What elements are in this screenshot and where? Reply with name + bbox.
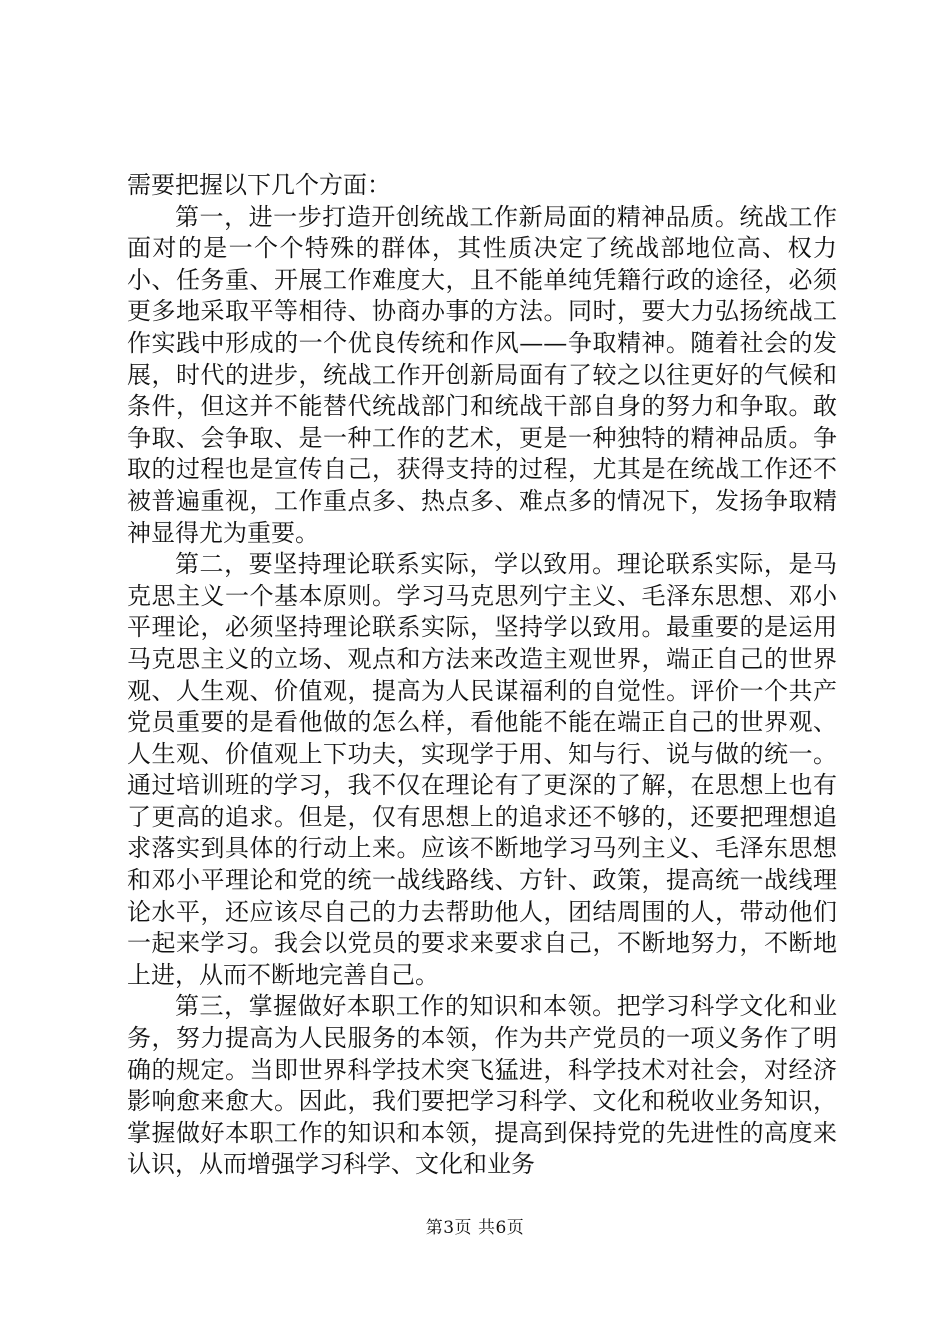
page-number-footer: 第3页 共6页 <box>425 1218 525 1238</box>
paragraph-first-point: 第一，进一步打造开创统战工作新局面的精神品质。统战工作面对的是一个个特殊的群体，其性质决定了统战部地位高、权力小、任务重、开展工作难度大，且不能单纯凭籍行政的途径，必须更多地采取平等相待、协商办事的方法。同时，要大力弘扬统战工作实践中形成的一个优良传统和作风——争取精神。随着社会的发展，时代的进步，统战工作开创新局面有了较之以往更好的气候和条件，但这并不能替代统战部门和统战干部自身的努力和争取。敢争取、会争取、是一种工作的艺术，更是一种独特的精神品质。争取的过程也是宣传自己，获得支持的过程，尤其是在统战工作还不被普遍重视，工作重点多、热点多、难点多的情况下，发扬争取精神显得尤为重要。 <box>127 202 837 547</box>
paragraph-third-point: 第三，掌握做好本职工作的知识和本领。把学习科学文化和业务，努力提高为人民服务的本领，作为共产党员的一项义务作了明确的规定。当即世界科学技术突飞猛进，科学技术对社会，对经济影响愈来愈大。因此，我们要把学习科学、文化和税收业务知识，掌握做好本职工作的知识和本领，提高到保持党的先进性的高度来认识，从而增强学习科学、文化和业务 <box>127 992 837 1179</box>
paragraph-second-point: 第二，要坚持理论联系实际，学以致用。理论联系实际，是马克思主义一个基本原则。学习马克思列宁主义、毛泽东思想、邓小平理论，必须坚持理论联系实际，坚持学以致用。最重要的是运用马克思主义的立场、观点和方法来改造主观世界，端正自己的世界观、人生观、价值观，提高为人民谋福利的自觉性。评价一个共产党员重要的是看他做的怎么样，看他能不能在端正自己的世界观、人生观、价值观上下功夫，实现学于用、知与行、说与做的统一。通过培训班的学习，我不仅在理论有了更深的了解，在思想上也有了更高的追求。但是，仅有思想上的追求还不够的，还要把理想追求落实到具体的行动上来。应该不断地学习马列主义、毛泽东思想和邓小平理论和党的统一战线路线、方针、政策，提高统一战线理论水平，还应该尽自己的力去帮助他人，团结周围的人，带动他们一起来学习。我会以党员的要求来要求自己，不断地努力，不断地上进，从而不断地完善自己。 <box>127 550 837 989</box>
document-body <box>127 170 837 1181</box>
paragraph-intro: 需要把握以下几个方面： <box>127 171 391 199</box>
